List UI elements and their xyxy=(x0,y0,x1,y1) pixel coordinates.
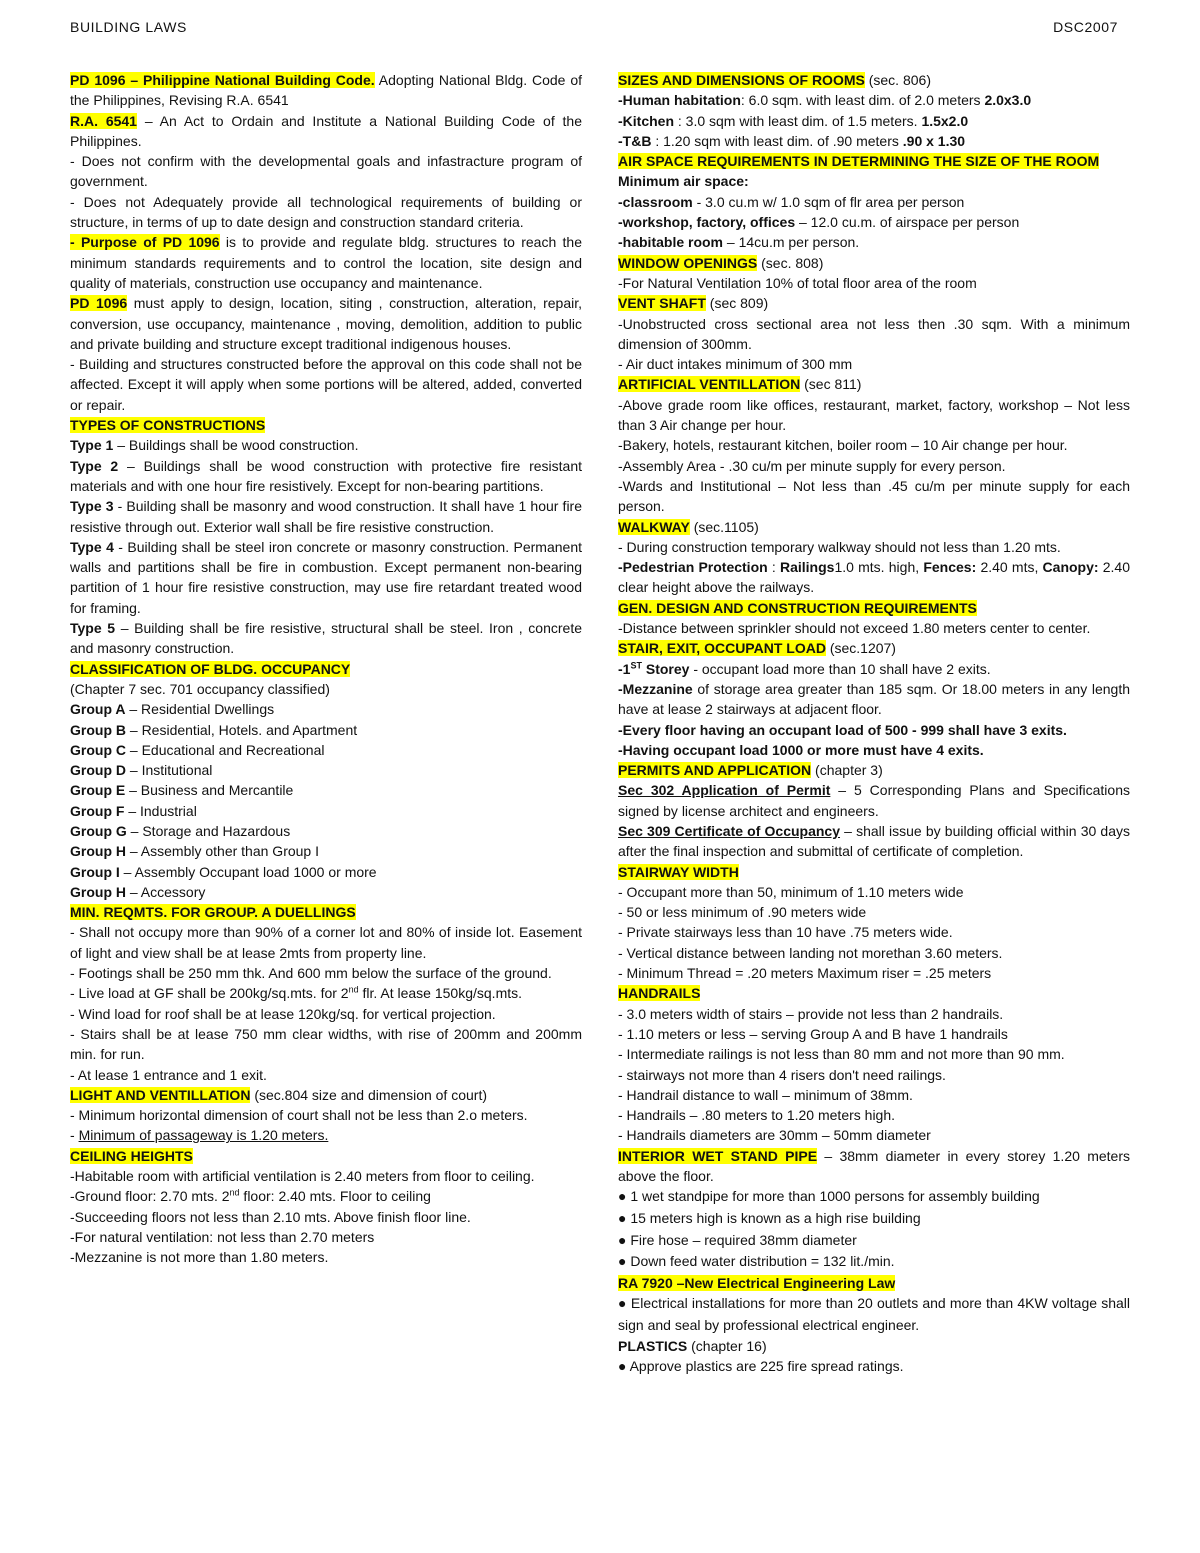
paragraph xyxy=(618,882,1130,902)
body-text: - Building shall be steel iron concrete or masonry construction. Permanent walls and partitions shall be fire in combustion. Except permanent non-bearing partition of 1 hour fire resistive construction, may use fire retardant treated wood for framing. xyxy=(70,538,583,616)
paragraph xyxy=(618,638,1130,658)
body-text: - Occupant more than 50, minimum of 1.10 meters wide xyxy=(618,883,964,900)
body-text: -Bakery, hotels, restaurant kitchen, boiler room – 10 Air change per hour. xyxy=(618,437,1068,454)
paragraph xyxy=(70,1085,582,1105)
paragraph xyxy=(618,1125,1130,1145)
paragraph xyxy=(70,1024,582,1065)
body-text: : 1.20 sqm with least dim. of .90 meters xyxy=(651,132,903,149)
paragraph xyxy=(70,293,582,354)
bold-term: Type 4 xyxy=(70,538,114,555)
body-text: – Residential, Hotels. and Apartment xyxy=(126,721,358,738)
body-text: nd xyxy=(229,1187,240,1198)
section-heading: SIZES AND DIMENSIONS OF ROOMS xyxy=(618,72,865,88)
paragraph xyxy=(618,1251,1130,1273)
section-heading: CLASSIFICATION OF BLDG. OCCUPANCY xyxy=(70,660,351,677)
body-text: flr. At lease 150kg/sq.mts. xyxy=(358,985,523,1002)
paragraph xyxy=(618,212,1130,232)
paragraph xyxy=(618,821,1130,862)
paragraph xyxy=(618,151,1130,171)
body-text: : 6.0 sqm. with least dim. of 2.0 meters xyxy=(740,92,985,109)
bold-term: Railings xyxy=(779,559,835,576)
paragraph xyxy=(70,841,582,861)
section-heading: WINDOW OPENINGS xyxy=(618,254,758,271)
paragraph xyxy=(618,922,1130,942)
body-text: (Chapter 7 sec. 701 occupancy classified) xyxy=(70,680,330,697)
bold-term: -Pedestrian Protection xyxy=(618,559,768,576)
paragraph xyxy=(70,1247,582,1267)
underlined-reference: Minimum of passageway is 1.20 meters. xyxy=(78,1127,329,1144)
body-text: -For Natural Ventilation 10% of total floor area of the room xyxy=(618,274,977,291)
paragraph xyxy=(70,415,582,435)
paragraph xyxy=(70,1065,582,1085)
section-heading: R.A. 6541 xyxy=(70,112,137,129)
body-text: is to provide and regulate bldg. structures to reach the minimum standards requirements and to control the location, site design and quality of materials, construction use occupancy and maintenance. xyxy=(70,234,582,291)
paragraph xyxy=(70,882,582,902)
paragraph xyxy=(618,293,1130,313)
bold-term: Type 2 xyxy=(70,457,119,474)
paragraph xyxy=(618,760,1130,780)
paragraph xyxy=(618,1293,1130,1336)
paragraph xyxy=(618,1336,1130,1356)
body-text: – Assembly other than Group I xyxy=(126,843,319,860)
bold-term: -habitable room xyxy=(618,234,724,251)
bold-term: Type 5 xyxy=(70,620,116,637)
body-text: (chapter 3) xyxy=(811,762,883,779)
paragraph xyxy=(618,456,1130,476)
paragraph xyxy=(618,90,1130,110)
right-column xyxy=(618,70,1130,1378)
left-column xyxy=(70,70,582,1268)
paragraph xyxy=(70,232,582,293)
document-title: BUILDING LAWS xyxy=(70,19,187,35)
paragraph xyxy=(70,1207,582,1227)
paragraph xyxy=(70,862,582,882)
paragraph xyxy=(618,1208,1130,1230)
paragraph xyxy=(618,1230,1130,1252)
body-text: - 3.0 cu.m w/ 1.0 sqm of flr area per person xyxy=(692,193,965,210)
paragraph xyxy=(618,1044,1130,1064)
bold-term: Group H xyxy=(70,843,126,860)
body-text: – 38mm diameter in every storey 1.20 meters above the floor. xyxy=(618,1147,1130,1185)
body-text: – Business and Mercantile xyxy=(125,782,294,799)
body-text: 1.0 mts. high, xyxy=(834,559,924,576)
paragraph xyxy=(70,720,582,740)
paragraph xyxy=(70,70,582,111)
body-text: : 3.0 sqm with least dim. of 1.5 meters. xyxy=(674,112,922,129)
paragraph xyxy=(618,253,1130,273)
paragraph xyxy=(618,1273,1130,1293)
body-text: - 50 or less minimum of .90 meters wide xyxy=(618,904,867,921)
body-text: 2.40 clear height above the railways. xyxy=(618,559,1130,596)
paragraph xyxy=(618,720,1130,740)
body-text: - Vertical distance between landing not morethan 3.60 meters. xyxy=(618,944,1003,961)
paragraph xyxy=(618,902,1130,922)
section-heading: LIGHT AND VENTILLATION xyxy=(70,1086,251,1103)
underlined-reference: Sec 309 Certificate of Occupancy xyxy=(618,822,841,839)
bold-term: -workshop, factory, offices xyxy=(618,214,796,231)
body-text: (sec.1207) xyxy=(825,640,896,657)
bold-term: ST xyxy=(630,659,642,670)
paragraph xyxy=(618,70,1130,90)
body-text: - stairways not more than 4 risers don't need railings. xyxy=(618,1066,946,1083)
paragraph xyxy=(618,963,1130,983)
body-text: - Building shall be masonry and wood construction. It shall have 1 hour fire resistive through out. Exterior wall shall be fire resistive construction. xyxy=(70,498,583,535)
bold-term: Group G xyxy=(70,822,127,839)
paragraph xyxy=(618,537,1130,557)
section-heading: MIN. REQMTS. FOR GROUP. A DUELLINGS xyxy=(70,904,356,921)
body-text: - 1.10 meters or less – serving Group A and B have 1 handrails xyxy=(618,1025,1008,1042)
body-text: - Live load at GF shall be 200kg/sq.mts. for 2 xyxy=(70,985,349,1002)
body-text: – shall issue by building official within 30 days after the final inspection and submittal of certificate of completion. xyxy=(618,822,1130,860)
body-text: – Storage and Hazardous xyxy=(126,822,291,839)
body-text: -Succeeding floors not less than 2.10 mts. Above finish floor line. xyxy=(70,1208,471,1225)
body-text: - Handrails – .80 meters to 1.20 meters high. xyxy=(618,1107,896,1124)
bold-term: 1.5x2.0 xyxy=(921,112,969,129)
paragraph xyxy=(618,517,1130,537)
paragraph xyxy=(618,983,1130,1003)
paragraph xyxy=(618,780,1130,821)
body-text: (sec. 806) xyxy=(864,72,931,88)
section-heading: HANDRAILS xyxy=(618,985,701,1002)
body-text: - Air duct intakes minimum of 300 mm xyxy=(618,356,853,373)
paragraph xyxy=(70,1004,582,1024)
paragraph xyxy=(618,374,1130,394)
bold-term: Group F xyxy=(70,802,125,819)
bold-term: Group D xyxy=(70,762,126,779)
paragraph xyxy=(70,801,582,821)
body-text: nd xyxy=(348,984,359,995)
body-text: -Distance between sprinkler should not exceed 1.80 meters center to center. xyxy=(618,620,1091,637)
body-text: - Footings shall be 250 mm thk. And 600 mm below the surface of the ground. xyxy=(70,965,552,982)
body-text: ● Approve plastics are 225 fire spread ratings. xyxy=(618,1358,904,1375)
body-text: - Shall not occupy more than 90% of a corner lot and 80% of inside lot. Easement of light and view shall be at lease 2mts from property line. xyxy=(70,924,582,961)
body-text: - 3.0 meters width of stairs – provide not less than 2 handrails. xyxy=(618,1005,1004,1022)
paragraph xyxy=(618,1146,1130,1187)
section-heading: GEN. DESIGN AND CONSTRUCTION REQUIREMENTS xyxy=(618,599,977,616)
body-text: must apply to design, location, siting , construction, alteration, repair, conversion, use occupancy, maintenance , moving, demolition, addition to public and private building and structure except traditional indigenous houses. xyxy=(70,295,582,352)
body-text: - Handrails diameters are 30mm – 50mm diameter xyxy=(618,1127,931,1144)
body-text: – Educational and Recreational xyxy=(126,741,325,758)
section-heading: PD 1096 – Philippine National Building Code. xyxy=(70,72,375,88)
bold-term: .90 x 1.30 xyxy=(902,132,966,149)
paragraph xyxy=(618,1186,1130,1208)
paragraph xyxy=(70,496,582,537)
body-text: (chapter 16) xyxy=(687,1338,767,1355)
body-text: (sec 811) xyxy=(800,376,862,393)
paragraph xyxy=(70,1146,582,1166)
body-text: – Institutional xyxy=(126,762,213,779)
bold-term: -Every floor having an occupant load of 500 - 999 shall have 3 exits. xyxy=(618,721,1067,738)
body-text: – Accessory xyxy=(126,883,206,900)
paragraph xyxy=(618,171,1130,191)
body-text: Adopting National Bldg. Code of the Philippines, Revising R.A. 6541 xyxy=(70,72,582,109)
section-heading: RA 7920 –New Electrical Engineering Law xyxy=(618,1274,896,1291)
section-heading: INTERIOR WET STAND PIPE xyxy=(618,1147,818,1164)
paragraph xyxy=(70,963,582,983)
bold-term: -Mezzanine xyxy=(618,680,693,697)
body-text: ● Down feed water distribution = 132 lit./min. xyxy=(618,1253,895,1270)
body-text: - occupant load more than 10 shall have 2 exits. xyxy=(689,660,991,677)
body-text: - Minimum horizontal dimension of court shall not be less than 2.o meters. xyxy=(70,1107,528,1124)
bold-term: Group H xyxy=(70,883,126,900)
paragraph xyxy=(618,435,1130,455)
section-heading: CEILING HEIGHTS xyxy=(70,1147,193,1164)
body-text: - Stairs shall be at lease 750 mm clear widths, with rise of 200mm and 200mm min. for run. xyxy=(70,1025,582,1063)
body-text: - Minimum Thread = .20 meters Maximum riser = .25 meters xyxy=(618,965,992,982)
body-text: (sec. 808) xyxy=(757,254,824,271)
body-text: (sec.804 size and dimension of court) xyxy=(250,1086,488,1103)
bold-term: -Human habitation xyxy=(618,92,741,109)
body-text: ● 1 wet standpipe for more than 1000 persons for assembly building xyxy=(618,1188,1040,1205)
paragraph xyxy=(70,740,582,760)
body-text: - During construction temporary walkway should not less than 1.20 mts. xyxy=(618,538,1061,555)
bold-term: 2.0x3.0 xyxy=(984,92,1032,109)
paragraph xyxy=(618,111,1130,131)
paragraph xyxy=(70,456,582,497)
paragraph xyxy=(618,943,1130,963)
body-text: 2.40 mts, xyxy=(976,559,1043,576)
body-text: (sec 809) xyxy=(705,295,769,312)
paragraph xyxy=(618,557,1130,598)
body-text: - xyxy=(70,1127,79,1144)
paragraph xyxy=(618,618,1130,638)
bold-term: PLASTICS xyxy=(618,1338,688,1355)
paragraph xyxy=(70,1166,582,1186)
bold-term: Storey xyxy=(641,660,690,677)
section-heading: ARTIFICIAL VENTILLATION xyxy=(618,376,801,393)
bold-term: Group I xyxy=(70,863,120,880)
section-heading: PD 1096 xyxy=(70,295,128,312)
paragraph xyxy=(70,780,582,800)
paragraph xyxy=(618,598,1130,618)
paragraph xyxy=(618,232,1130,252)
body-text: - Private stairways less than 10 have .75 meters wide. xyxy=(618,924,953,941)
paragraph xyxy=(70,922,582,963)
paragraph xyxy=(618,273,1130,293)
paragraph xyxy=(70,983,582,1003)
body-text: of storage area greater than 185 sqm. Or 18.00 meters in any length have at lease 2 stairways at adjacent floor. xyxy=(618,680,1130,718)
bold-term: Group C xyxy=(70,741,126,758)
paragraph xyxy=(70,1105,582,1125)
paragraph xyxy=(618,1024,1130,1044)
bold-term: Fences: xyxy=(923,559,977,576)
paragraph xyxy=(70,151,582,192)
course-code: DSC2007 xyxy=(1053,19,1118,35)
body-text: – Assembly Occupant load 1000 or more xyxy=(119,863,377,880)
section-heading: VENT SHAFT xyxy=(618,295,706,312)
paragraph xyxy=(70,699,582,719)
bold-term: Type 1 xyxy=(70,437,114,454)
paragraph xyxy=(618,740,1130,760)
bold-term: -Kitchen xyxy=(618,112,674,129)
body-text: - Building and structures constructed before the approval on this code shall not be affected. Except it will apply when some portions will be altered, added, converted or repair. xyxy=(70,356,582,413)
paragraph xyxy=(618,131,1130,151)
paragraph xyxy=(618,1004,1130,1024)
bold-term: Type 3 xyxy=(70,498,114,515)
bold-term: Group A xyxy=(70,701,126,718)
paragraph xyxy=(618,1085,1130,1105)
paragraph xyxy=(70,821,582,841)
bold-term: -T&B xyxy=(618,132,652,149)
body-text: - At lease 1 entrance and 1 exit. xyxy=(70,1066,267,1083)
paragraph xyxy=(618,314,1130,355)
underlined-reference: Sec 302 Application of Permit xyxy=(618,782,831,799)
paragraph xyxy=(618,862,1130,882)
paragraph xyxy=(70,618,582,659)
body-text: – Buildings shall be wood construction with protective fire resistant materials and with one hour fire resistively. Except for non-bearing partitions. xyxy=(70,457,583,494)
body-text: ● Fire hose – required 38mm diameter xyxy=(618,1231,857,1248)
paragraph xyxy=(70,1125,582,1145)
paragraph xyxy=(618,1356,1130,1378)
bold-term: -Having occupant load 1000 or more must have 4 exits. xyxy=(618,741,984,758)
paragraph xyxy=(618,1105,1130,1125)
body-text: : xyxy=(767,559,780,576)
bold-term: Group E xyxy=(70,782,126,799)
body-text: floor: 2.40 mts. Floor to ceiling xyxy=(239,1188,431,1205)
body-text: - Intermediate railings is not less than 80 mm and not more than 90 mm. xyxy=(618,1046,1065,1063)
section-heading: WALKWAY xyxy=(618,518,690,535)
body-text: – Buildings shall be wood construction. xyxy=(113,437,359,454)
paragraph xyxy=(70,192,582,233)
body-text: – Industrial xyxy=(124,802,197,819)
paragraph xyxy=(70,435,582,455)
paragraph xyxy=(618,395,1130,436)
paragraph xyxy=(618,659,1130,679)
body-text: – Building shall be fire resistive, structural shall be steel. Iron , concrete and masonry construction. xyxy=(70,620,583,657)
body-text: ● 15 meters high is known as a high rise building xyxy=(618,1209,921,1226)
bold-term: -1 xyxy=(618,660,631,677)
body-text: -Assembly Area - .30 cu/m per minute supply for every person. xyxy=(618,457,1006,474)
body-text: - Wind load for roof shall be at lease 120kg/sq. for vertical projection. xyxy=(70,1005,496,1022)
paragraph xyxy=(618,679,1130,720)
paragraph xyxy=(70,354,582,415)
section-heading: PERMITS AND APPLICATION xyxy=(618,762,812,779)
paragraph xyxy=(70,1227,582,1247)
body-text: -Wards and Institutional – Not less than .45 cu/m per minute supply for each person. xyxy=(618,477,1130,515)
body-text: -For natural ventilation: not less than 2.70 meters xyxy=(70,1228,375,1245)
bold-term: Minimum air space: xyxy=(618,173,749,190)
body-text: -Mezzanine is not more than 1.80 meters. xyxy=(70,1249,329,1266)
bold-term: -classroom xyxy=(618,193,693,210)
body-text: – Residential Dwellings xyxy=(125,701,275,718)
body-text: (sec.1105) xyxy=(689,518,759,535)
section-heading: STAIRWAY WIDTH xyxy=(618,863,739,880)
paragraph xyxy=(70,679,582,699)
body-text: – An Act to Ordain and Institute a National Building Code of the Philippines. xyxy=(70,112,582,149)
section-heading: TYPES OF CONSTRUCTIONS xyxy=(70,417,266,434)
body-text: -Ground floor: 2.70 mts. 2 xyxy=(70,1188,230,1205)
paragraph xyxy=(618,476,1130,517)
paragraph xyxy=(70,537,582,618)
paragraph xyxy=(70,659,582,679)
paragraph xyxy=(618,1065,1130,1085)
bold-term: Canopy: xyxy=(1042,559,1099,576)
body-text: -Unobstructed cross sectional area not less then .30 sqm. With a minimum dimension of 300mm. xyxy=(618,315,1130,352)
paragraph xyxy=(70,760,582,780)
section-heading: - Purpose of PD 1096 xyxy=(70,234,220,251)
body-text: ● Electrical installations for more than 20 outlets and more than 4KW voltage shall sign and seal by professional electrical engineer. xyxy=(618,1295,1130,1333)
section-heading: AIR SPACE REQUIREMENTS IN DETERMINING THE SIZE OF THE ROOM xyxy=(618,153,1100,170)
body-text: - Does not confirm with the developmental goals and infastracture program of government. xyxy=(70,153,582,190)
body-text: -Habitable room with artificial ventilation is 2.40 meters from floor to ceiling. xyxy=(70,1168,535,1185)
body-text: -Above grade room like offices, restaurant, market, factory, workshop – Not less than 3 Air change per hour. xyxy=(618,396,1130,434)
paragraph xyxy=(70,111,582,152)
body-text: – 14cu.m per person. xyxy=(723,234,860,251)
body-text: – 5 Corresponding Plans and Specifications signed by license architect and engineers. xyxy=(618,782,1130,819)
section-heading: STAIR, EXIT, OCCUPANT LOAD xyxy=(618,640,826,657)
body-text: - Handrail distance to wall – minimum of 38mm. xyxy=(618,1086,913,1103)
body-text: - Does not Adequately provide all technological requirements of building or structure, in terms of up to date design and construction standard criteria. xyxy=(70,193,582,231)
body-text: – 12.0 cu.m. of airspace per person xyxy=(795,214,1020,231)
paragraph xyxy=(70,1186,582,1206)
paragraph xyxy=(618,192,1130,212)
paragraph xyxy=(618,354,1130,374)
paragraph xyxy=(70,902,582,922)
bold-term: Group B xyxy=(70,721,126,738)
